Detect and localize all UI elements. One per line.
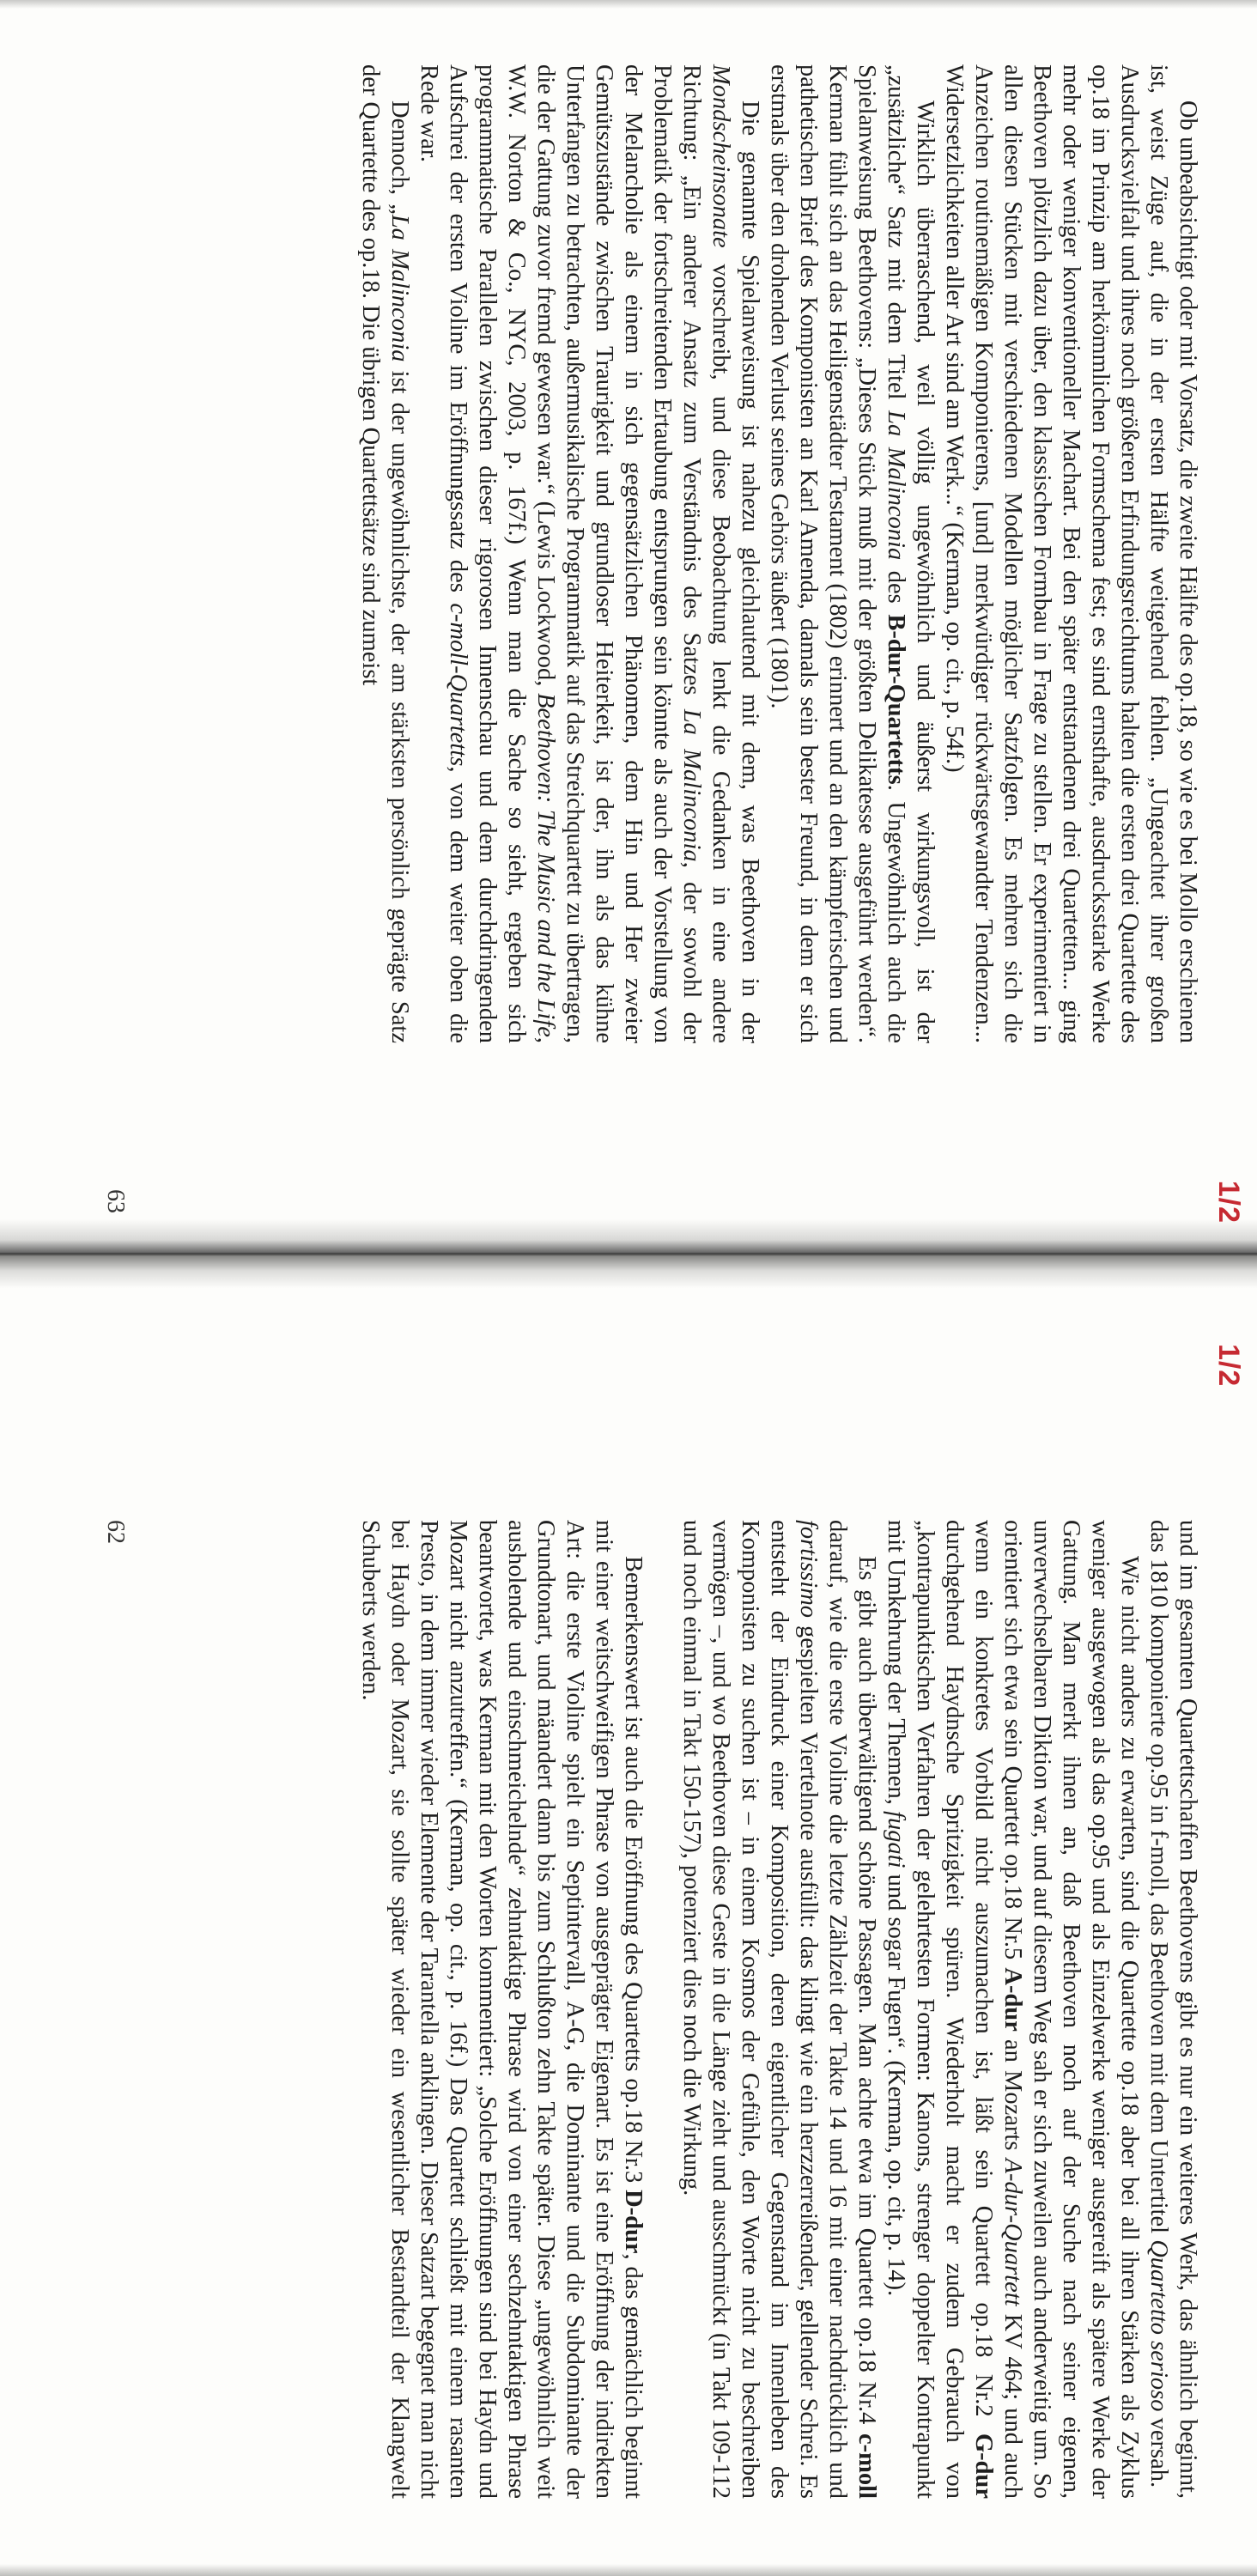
text-run: und im gesamten Quartettschaffen Beethovens gibt es nur ein weiteres Werk, das ähnlich beginnt, das 1810 komponierte op.95 in f-moll, das Beethoven mit dem Untertitel	[1145, 1520, 1201, 2499]
page-number: 63	[102, 1189, 129, 1213]
bold-text: B-dur-Quartetts	[883, 614, 909, 785]
text-run: , von dem weiter oben die Rede war.	[416, 64, 471, 1043]
page-63	[52, 64, 1245, 1224]
italic-text: A-dur-Quartett	[999, 2158, 1026, 2306]
text-run: durchgehend Haydnsche Spritzigkeit spüren. Wiederholt macht er zudem Gebrauch von „kontrapunktischen Verfahren der gelehrtesten Formen: Kanons, strenger doppelter Kontrapunkt mit Umkehrung der Themen,	[883, 1520, 968, 2499]
text-run: , das gemächlich beginnt mit einer weitschweifigen Phrase von ausgeprägter Eigenart. Es ist eine Eröffnung der indirekten Art: die erste Violine spielt ein Septintervall, A-G, die Dominante und die Subdominante der Grundtonart, und mäandert dann bis zum Schlußton zehn Takte später. Diese „ungewöhnlich weit ausholende und einschmeichelnde“ zehntaktige Phrase wird von einer sechzehntaktigen Phrase beantwortet, was Kerman mit den Worten kommentiert: „Solche Eröffnungen sind bei Haydn und Mozart nicht anzutreffen.“ (Kerman, op. cit., p. 16f.) Das Quartett schließt mit einem rasanten Presto, in dem immer wieder Elemente der Tarantella anklingen. Dieser Satzart begegnet man nicht bei Haydn oder Mozart, sie sollte später wieder ein wesentlicher Bestandteil der Klangwelt Schuberts werden.	[357, 1520, 647, 2499]
italic-text: Beethoven: The Music and the Life	[532, 693, 559, 1037]
paragraph	[1144, 1520, 1202, 2499]
paragraph	[414, 64, 764, 1043]
text-run: Die genannte Spielanweisung ist nahezu gleichlautend mit dem, was Beethoven in der	[737, 100, 763, 1043]
text-run: , W.W. Norton & Co., NYC, 2003, p. 167f.) Wenn man die Sache so sieht, ergeben sich programmatische Parallelen zwischen dieser rigorosen Innenschau und dem durchdringenden Aufschrei der ersten Violine im Eröffnungssatz des	[445, 64, 559, 1043]
bold-text: D-dur	[620, 2190, 647, 2254]
text-run: Bemerkenswert ist auch die Eröffnung des Quartetts op.18 Nr.3	[620, 1556, 647, 2190]
section-marker: 1/2	[1212, 1180, 1245, 1224]
text-run: Es gibt auch überwältigend schöne Passagen. Man achte etwa im Quartett op.18 Nr.4	[853, 1556, 880, 2434]
text-run: . Ungewöhnlich auch die Spielanweisung Beethovens: „Dieses Stück muß mit der größten Delikatesse ausgeführt werden“. Kerman fühlt sich an das Heiligenstädter Testament (1802) erinnert und an den kämpferischen und pathetischen Brief des Komponisten an Karl Amenda, damals sein bester Freund, in dem er sich erstmals über den drohenden Verlust seines Gehörs äußert (1801).	[766, 64, 909, 1043]
text-run: Wirklich überraschend, weil völlig ungewöhnlich und äußerst wirkungsvoll, ist der „zusätzliche“ Satz mit dem Titel	[883, 64, 938, 1043]
text-run: Ob unbeabsichtigt oder mit Vorsatz, die zweite Hälfte des op.18, so wie es bei Mollo erschienen ist, weist Züge auf, die in der ersten Hälfte weitgehend fehlen. „Ungeachtet ihrer großen Ausdrucksvielfalt und ihres noch größeren Erfindungsreichtums halten die ersten drei Quartette des op.18 im Prinzip am herkömmlichen Formschema fest; es sind ernsthafte, ausdrucksstarke Werke mehr oder weniger konventioneller Machart. Bei den später entstandenen drei Quartetten... ging Beethoven plötzlich dazu über, den klassischen Formbau in Frage zu stellen. Er experimentiert in allen diesen Stücken mit verschiedenen Modellen möglicher Satzfolgen. Es mehren sich die Anzeichen routinemäßigen Komponierens, [und] merkwürdiger rückwärtsgewandter Tendenzen... Widersetzlichkeiten aller Art sind am Werk...“ (Kerman, op. cit., p. 54f.)	[941, 64, 1201, 1043]
paragraph	[764, 64, 939, 1043]
italic-text: La Malinconia	[386, 214, 413, 362]
paragraph	[939, 64, 1202, 1043]
text-run: Wie nicht anders zu erwarten, sind die Quartette op.18 aber bei all ihren Stärken als Zyklus weniger ausgewogen als das op.95 und als Einzelwerke weniger ausgereift als spätere Werke der Gattung. Man merkt ihnen an, daß Beethoven noch auf der Suche nach seiner eigenen, unverwechselbaren Diktion war, und auf diesem Weg sah er sich zuweilen auch anderweitig um. So orientiert sich etwa sein Quartett op.18 Nr.5	[999, 1520, 1143, 2499]
text-run: Dennoch, „	[386, 100, 413, 215]
page-edge-top	[0, 0, 1257, 9]
bold-text: G-dur	[970, 2433, 997, 2499]
section-marker: 1/2	[1212, 1344, 1245, 1388]
italic-text: fortissimo	[795, 1520, 822, 1619]
bold-text: c-moll	[853, 2433, 880, 2499]
bold-text: A-dur	[999, 1967, 1026, 2032]
text-run: gespielten Viertelnote ausfüllt: das klingt wie ein herzzerreißender, gellender Schrei. Es entsteht der Eindruck einer Komposition, deren eigentlicher Gegenstand im Innenleben des Komponisten zu suchen ist – in einem Kosmos der Gefühle, den Worte nicht zu beschreiben vermögen –, und wo Beethoven diese Geste in die Länge zieht und ausschmückt (in Takt 109-112 und noch einmal in Takt 150-157), potenziert dies noch die Wirkung.	[678, 1520, 822, 2499]
italic-text: fugati	[883, 1811, 909, 1868]
text-run: an Mozarts	[999, 2031, 1026, 2159]
book-gutter	[0, 1219, 1257, 1288]
text-run: ist der ungewöhnlichste, der am stärksten persönlich geprägte Satz der Quartette des op.18. Die übrigen Quartettsätze sind zumeist	[357, 64, 413, 1044]
italic-text: La Malinconia	[883, 410, 909, 561]
page-body-text	[355, 1520, 1202, 2499]
italic-text: La Malinconia	[678, 708, 705, 862]
text-run: versah.	[1145, 2411, 1172, 2488]
page-number: 62	[102, 1520, 129, 1544]
paragraph	[881, 1520, 1144, 2499]
paragraph	[355, 1520, 647, 2499]
text-run: des	[883, 560, 909, 615]
text-run: und sogar Fugen“. (Kerman, op. cit, p. 14).	[883, 1868, 909, 2297]
text-run: , der sowohl der Problematik der fortschreitenden Ertaubung entsprungen sein könnte als auch der Vorstellung von der Melancholie als einem in sich gegensätzlichen Phänomen, dem Hin und Her zweier Gemütszustände zwischen Traurigkeit und grundloser Heiterkeit, ist der, ihn als das kühne Unterfangen zu betrachten, außermusikalische Programmatik auf das Streichquartett zu übertragen, die der Gattung zuvor fremd gewesen war.“ (Lewis Lockwood,	[532, 64, 705, 1044]
italic-text: Mondscheinsonate	[707, 64, 734, 248]
italic-text: c-moll-Quartetts	[445, 603, 471, 767]
text-run: darauf, wie die erste Violine die letzte Zählzeit der Takte 14 und 16 mit einer nachdrücklich und	[824, 1520, 851, 2499]
text-run: vorschreibt, und diese Beobachtung lenkt die Gedanken in eine andere Richtung: „Ein anderer Ansatz zum Verständnis des Satzes	[678, 64, 734, 1043]
paragraph	[355, 64, 414, 1043]
page-62	[52, 1344, 1245, 2503]
paragraph	[677, 1520, 881, 2499]
page-edge-bottom	[0, 2564, 1257, 2576]
text-run: KV 464; und auch wenn ein konkretes Vorbild nicht auszumachen ist, läßt sein Quartett op.18 Nr.2	[970, 1520, 1026, 2499]
page-body-text	[355, 64, 1202, 1043]
italic-text: Quartetto serioso	[1145, 2239, 1172, 2412]
